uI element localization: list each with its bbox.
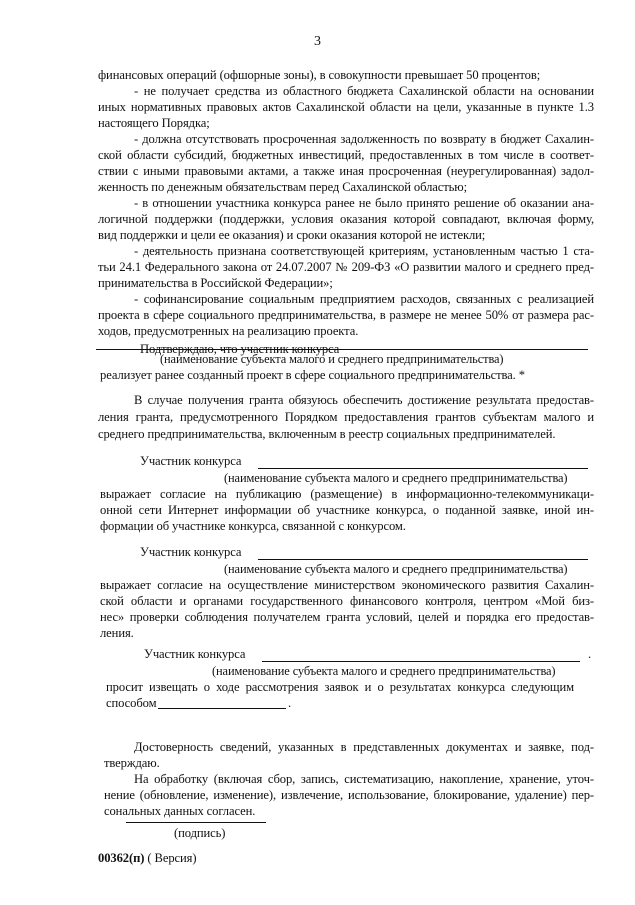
text-line: сональных данных согласен. — [104, 804, 256, 818]
text-line: - деятельность признана соответствующей критериям, установленным частью 1 ста- — [134, 244, 594, 258]
text-line: выражает согласие на публикацию (размещение) в информационно-телекоммуникаци- — [100, 487, 594, 501]
text-line: ской области и органами государственного финансового контроля, центром «Мой биз- — [100, 594, 594, 608]
text-line: - софинансирование социальным предприятием расходов, связанных с реализацией — [134, 292, 594, 306]
text-line: На обработку (включая сбор, запись, систематизацию, накопление, хранение, уточ- — [134, 772, 594, 786]
text-line: вид поддержки и цели ее оказания) и сроки оказания которой не истекли; — [98, 228, 486, 242]
text-line: логичной поддержки (поддержки, условия оказания которой совпадают, включая форму, — [98, 212, 594, 226]
text-line: иных нормативных правовых актов Сахалинской области на цели, указанные в пункте 1.3 — [98, 100, 594, 114]
field-caption: (наименование субъекта малого и среднего предпринимательства) — [212, 664, 556, 678]
confirm-text: Подтверждаю, что участник конкурса — [140, 342, 340, 356]
name-line[interactable] — [258, 468, 588, 469]
text-line: просит извещать о ходе рассмотрения заявок и о результатах конкурса следующим — [106, 680, 574, 694]
footer-code-text: 00362(п) — [98, 851, 145, 865]
text-line: - в отношении участника конкурса ранее не было принято решение об оказании ана- — [134, 196, 594, 210]
method-field-line[interactable] — [158, 708, 286, 709]
method-label: способом — [106, 696, 157, 710]
text-line: . — [288, 696, 292, 710]
text-line: выражает согласие на осуществление министерством экономического развития Сахалин- — [100, 578, 594, 592]
participant-label: Участник конкурса — [140, 454, 242, 468]
text-line: ствии с иными правовыми актами, а также иная просроченная (неурегулированная) задол- — [98, 164, 594, 178]
text-line: тьи 24.1 Федерального закона от 24.07.2007 № 209-ФЗ «О развитии малого и среднего пред- — [98, 260, 594, 274]
text-line: онной сети Интернет информации об участнике конкурса, о поданной заявке, иной ин- — [100, 503, 594, 517]
text-line: финансовых операций (офшорные зоны), в совокупности превышает 50 процентов; — [98, 68, 541, 82]
name-line[interactable] — [258, 559, 588, 560]
text-line: нес» проверки соблюдения получателем гранта условий, целей и порядка его предостав- — [100, 610, 594, 624]
signature-line[interactable] — [126, 822, 266, 823]
text-line: Достоверность сведений, указанных в представленных документах и заявке, под- — [134, 740, 594, 754]
field-caption: (наименование субъекта малого и среднего предпринимательства) — [160, 352, 504, 366]
signature-caption: (подпись) — [174, 826, 226, 840]
participant-label: Участник конкурса — [144, 647, 246, 661]
text-line: принимательства в Российской Федерации»; — [98, 276, 333, 290]
text-line: нение (обновление, изменение), извлечение, использование, блокирование, удаление) пер- — [104, 788, 594, 802]
text-line: среднего предпринимательства, включенным в реестр социальных предпринимателей. — [98, 427, 556, 441]
text-line: настоящего Порядка; — [98, 116, 210, 130]
text-line: тверждаю. — [104, 756, 160, 770]
text-line: - не получает средства из областного бюджета Сахалинской области на основании — [134, 84, 594, 98]
name-line[interactable] — [262, 661, 580, 662]
text-line: - должна отсутствовать просроченная задолженность по возврату в бюджет Сахалин- — [134, 132, 594, 146]
text-line: проекта в сфере социального предпринимательства, в размере не менее 50% от размера рас- — [98, 308, 594, 322]
page-number: 3 — [314, 34, 321, 49]
text-line: женность по денежным обязательствам перед Сахалинской областью; — [98, 180, 468, 194]
text-line: ления гранта, предусмотренного Порядком предоставления грантов субъектам малого и — [98, 410, 594, 424]
field-caption: (наименование субъекта малого и среднего предпринимательства) — [224, 471, 568, 485]
text-line: ления. — [100, 626, 134, 640]
text-line: ской области субсидий, бюджетных инвестиций, предоставленных в том числе в соответ- — [98, 148, 594, 162]
footer-code: 00362(п) ( Версия) — [98, 851, 197, 865]
text-line: В случае получения гранта обязуюсь обеспечить достижение результата предостав- — [134, 393, 594, 407]
field-caption: (наименование субъекта малого и среднего предпринимательства) — [224, 562, 568, 576]
name-line[interactable] — [96, 349, 588, 350]
confirm-tail: реализует ранее созданный проект в сфере социального предпринимательства. * — [100, 368, 525, 382]
trailing-dot: . — [588, 647, 592, 661]
text-line: формации об участнике конкурса, связанной с конкурсом. — [100, 519, 406, 533]
text-line: ходов, предусмотренных на реализацию проекта. — [98, 324, 359, 338]
participant-label: Участник конкурса — [140, 545, 242, 559]
